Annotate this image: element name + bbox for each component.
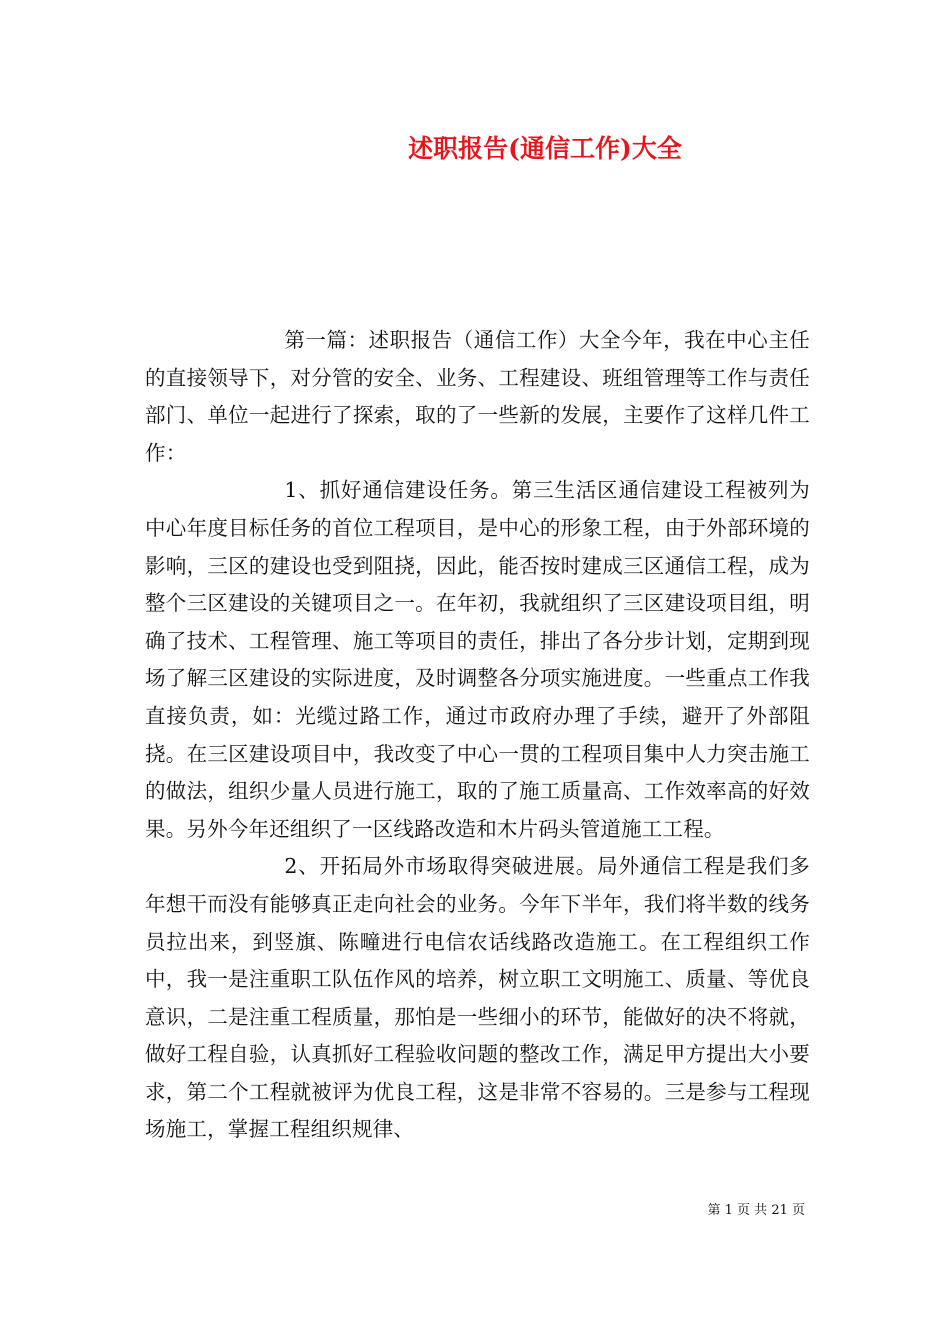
document-body [145, 322, 810, 1149]
paragraph-1: 第一篇：述职报告（通信工作）大全今年，我在中心主任的直接领导下，对分管的安全、业务、工程建设、班组管理等工作与责任部门、单位一起进行了探索，取的了一些新的发展，主要作了这样几件工作： [145, 328, 810, 465]
page-footer: 第 1 页 共 21 页 [707, 1203, 805, 1218]
paragraph-3: 2、开拓局外市场取得突破进展。局外通信工程是我们多年想干而没有能够真正走向社会的业务。今年下半年，我们将半数的线务员拉出来，到竖旗、陈疃进行电信农话线路改造施工。在工程组织工作中，我一是注重职工队伍作风的培养，树立职工文明施工、质量、等优良意识，二是注重工程质量，那怕是一些细小的环节，能做好的决不将就，做好工程自验，认真抓好工程验收问题的整改工作，满足甲方提出大小要求，第二个工程就被评为优良工程，这是非常不容易的。三是参与工程现场施工，掌握工程组织规律、 [145, 854, 810, 1142]
paragraph-2: 1、抓好通信建设任务。第三生活区通信建设工程被列为中心年度目标任务的首位工程项目，是中心的形象工程，由于外部环境的影响，三区的建设也受到阻挠，因此，能否按时建成三区通信工程，成为整个三区建设的关键项目之一。在年初，我就组织了三区建设项目组，明确了技术、工程管理、施工等项目的责任，排出了各分步计划，定期到现场了解三区建设的实际进度，及时调整各分项实施进度。一些重点工作我直接负责，如：光缆过路工作，通过市政府办理了手续，避开了外部阻挠。在三区建设项目中，我改变了中心一贯的工程项目集中人力突击施工的做法，组织少量人员进行施工，取的了施工质量高、工作效率高的好效果。另外今年还组织了一区线路改造和木片码头管道施工工程。 [145, 478, 810, 841]
document-title: 述职报告(通信工作)大全 [408, 134, 682, 163]
